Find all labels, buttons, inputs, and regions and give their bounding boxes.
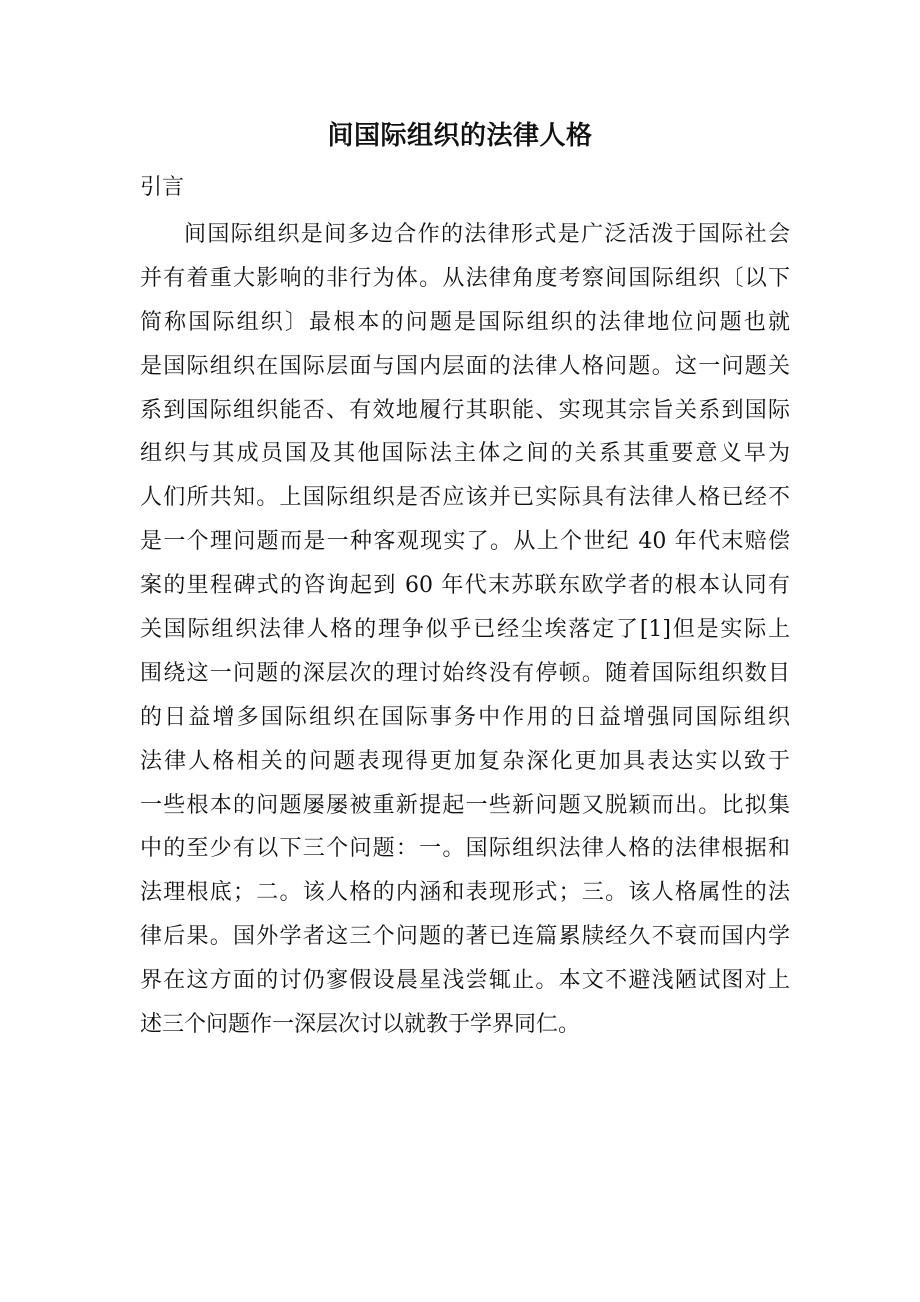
paragraph-line: 围绕这一问题的深层次的理讨始终没有停顿。随着国际组织数目 — [140, 660, 790, 686]
paragraph-line: 组织与其成员国及其他国际法主体之间的关系其重要意义早为 — [140, 441, 790, 467]
paragraph-line: 系到国际组织能否、有效地履行其职能、实现其宗旨关系到国际 — [140, 397, 790, 423]
paragraph-line: 律后果。国外学者这三个问题的著已连篇累牍经久不衰而国内学 — [140, 924, 790, 950]
section-heading: 引言 — [140, 175, 185, 200]
paragraph-line: 述三个问题作一深层次讨以就教于学界同仁。 — [140, 1012, 581, 1038]
paragraph-line: 界在这方面的讨仍寥假设晨星浅尝辄止。本文不避浅陋试图对上 — [140, 968, 790, 994]
paragraph-line: 一些根本的问题屡屡被重新提起一些新问题又脱颖而出。比拟集 — [140, 792, 790, 818]
paragraph-line: 简称国际组织〕最根本的问题是国际组织的法律地位问题也就 — [140, 309, 790, 335]
paragraph-line: 中的至少有以下三个问题：一。国际组织法律人格的法律根据和 — [140, 836, 790, 862]
paragraph-line: 是国际组织在国际层面与国内层面的法律人格问题。这一问题关 — [140, 353, 790, 379]
paragraph-line: 法律人格相关的问题表现得更加复杂深化更加具表达实以致于 — [140, 748, 790, 774]
paragraph-line: 间国际组织是间多边合作的法律形式是广泛活泼于国际社会 — [184, 222, 790, 247]
paragraph-line: 案的里程碑式的咨询起到 60 年代末苏联东欧学者的根本认同有 — [140, 573, 790, 599]
paragraph-line: 并有着重大影响的非行为体。从法律角度考察间国际组织〔以下 — [140, 265, 790, 291]
paragraph-line: 关国际组织法律人格的理争似乎已经尘埃落定了[1]但是实际上 — [140, 617, 790, 643]
paragraph-line: 是一个理问题而是一种客观现实了。从上个世纪 40 年代末赔偿 — [140, 529, 790, 555]
document-title: 间国际组织的法律人格 — [327, 121, 593, 151]
paragraph-line: 人们所共知。上国际组织是否应该并已实际具有法律人格已经不 — [140, 485, 790, 511]
paragraph-line: 法理根底；二。该人格的内涵和表现形式；三。该人格属性的法 — [140, 880, 790, 906]
body-paragraph — [140, 213, 790, 1047]
paragraph-line: 的日益增多国际组织在国际事务中作用的日益增强同国际组织 — [140, 704, 790, 730]
